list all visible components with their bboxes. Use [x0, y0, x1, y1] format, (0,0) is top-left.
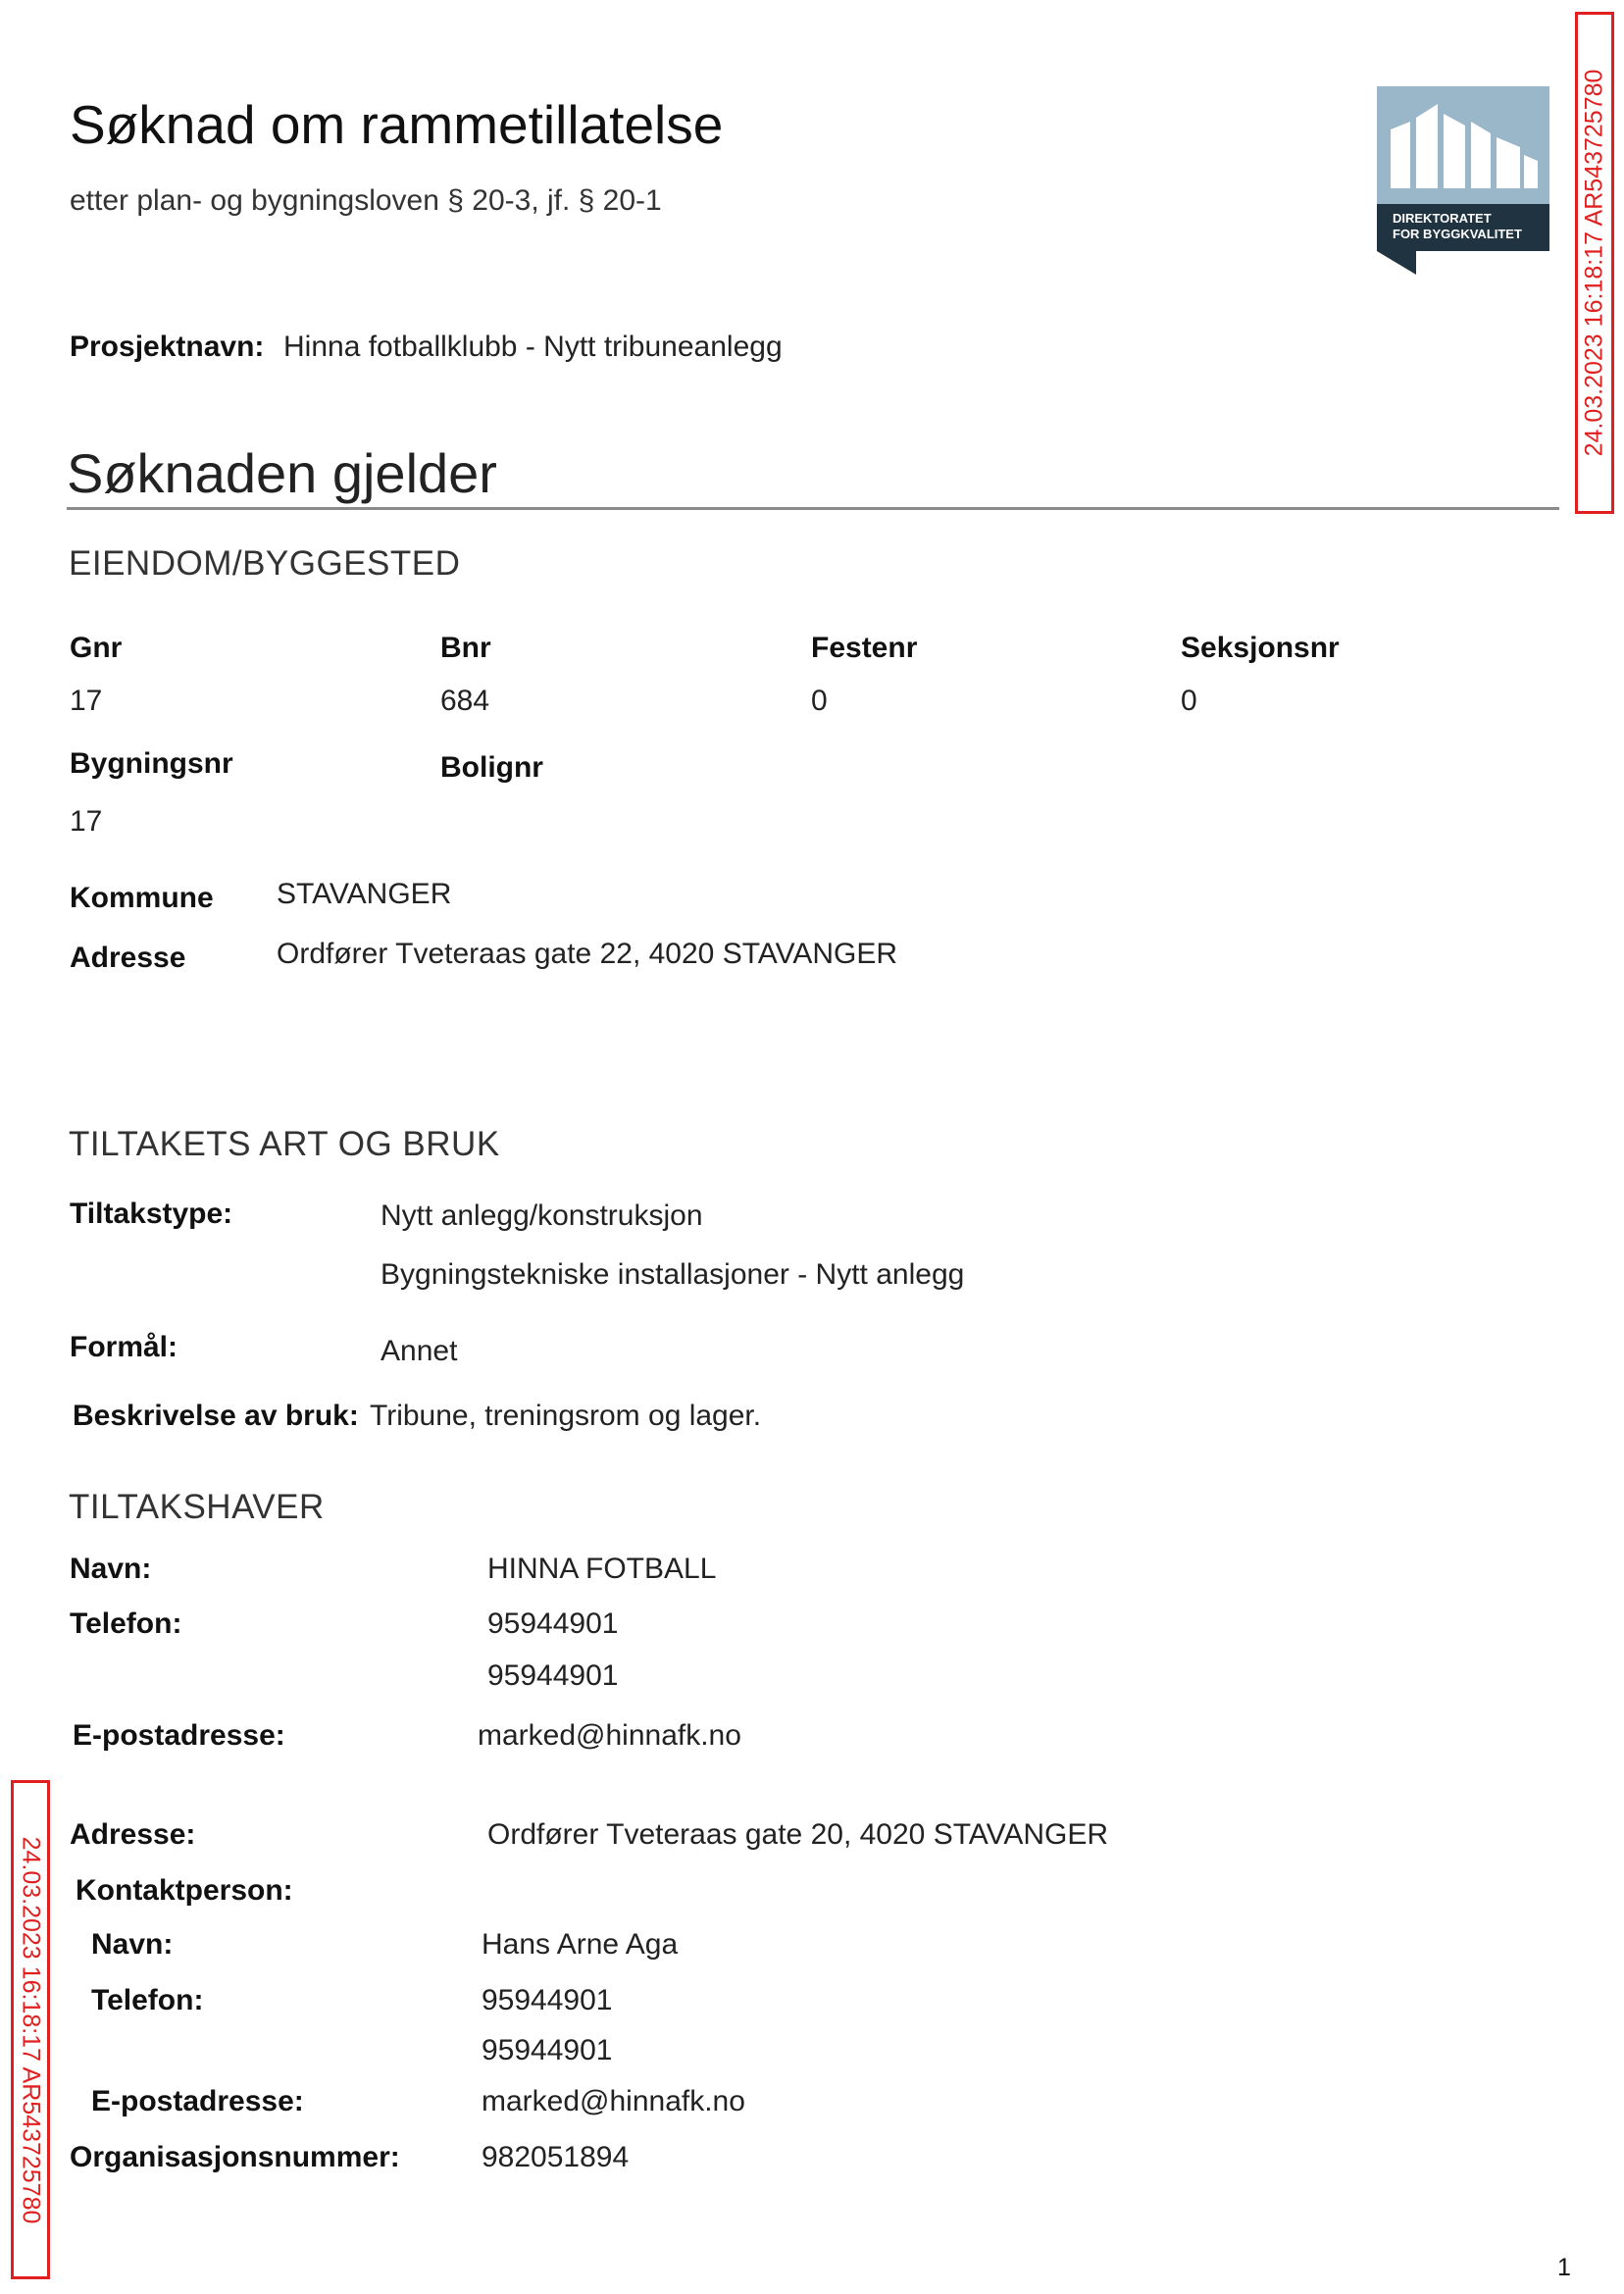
bruk-value: Tribune, treningsrom og lager.	[370, 1400, 762, 1432]
navn-label: Navn:	[70, 1553, 152, 1585]
project-value: Hinna fotballklubb - Nytt tribuneanlegg	[283, 331, 783, 363]
tiltakstype-value-1: Nytt anlegg/konstruksjon	[381, 1199, 703, 1232]
bolignr-label: Bolignr	[440, 751, 543, 784]
tiltakshaver-heading: TILTAKSHAVER	[69, 1488, 325, 1526]
kontakt-telefon-value-1: 95944901	[482, 1984, 613, 2016]
festenr-value: 0	[811, 685, 828, 717]
bnr-value: 684	[440, 685, 490, 717]
project-label: Prosjektnavn:	[70, 331, 265, 363]
seksjonsnr-value: 0	[1181, 685, 1197, 717]
seksjonsnr-label: Seksjonsnr	[1181, 632, 1340, 664]
bygningsnr-label: Bygningsnr	[70, 747, 233, 780]
kommune-label: Kommune	[70, 882, 214, 914]
eiendom-heading: EIENDOM/BYGGESTED	[69, 544, 461, 583]
th-adresse-value: Ordfører Tveteraas gate 20, 4020 STAVANGER	[487, 1818, 1109, 1851]
kontakt-telefon-label: Telefon:	[91, 1984, 204, 2016]
page-number: 1	[1557, 2254, 1571, 2281]
dibk-logo	[1377, 86, 1549, 275]
tiltakstype-value-2: Bygningstekniske installasjoner - Nytt anlegg	[381, 1258, 965, 1291]
formal-value: Annet	[381, 1335, 458, 1367]
bygningsnr-value: 17	[70, 805, 103, 838]
logo-line2: FOR BYGGKVALITET	[1393, 227, 1522, 241]
section-title: Søknaden gjelder	[67, 442, 497, 504]
document-subtitle: etter plan- og bygningsloven § 20-3, jf. § 20-1	[70, 184, 662, 217]
gnr-label: Gnr	[70, 632, 123, 664]
kontakt-navn-label: Navn:	[91, 1928, 174, 1961]
kontakt-epost-value: marked@hinnafk.no	[482, 2085, 745, 2117]
kontakt-navn-value: Hans Arne Aga	[482, 1928, 679, 1961]
telefon-value-2: 95944901	[487, 1659, 619, 1692]
th-adresse-label: Adresse:	[70, 1818, 196, 1851]
kontakt-telefon-value-2: 95944901	[482, 2034, 613, 2066]
orgnr-value: 982051894	[482, 2141, 630, 2173]
document-title: Søknad om rammetillatelse	[70, 94, 724, 155]
kommune-value: STAVANGER	[277, 878, 452, 910]
bnr-label: Bnr	[440, 632, 491, 664]
telefon-label: Telefon:	[70, 1607, 182, 1640]
kontaktperson-label: Kontaktperson:	[76, 1874, 293, 1907]
epost-value: marked@hinnafk.no	[478, 1719, 741, 1752]
receipt-stamp-text: 24.03.2023 16:18:17 AR543725780	[1580, 69, 1608, 457]
adresse-label: Adresse	[70, 942, 186, 974]
kontakt-epost-label: E-postadresse:	[91, 2085, 304, 2117]
epost-label: E-postadresse:	[73, 1719, 285, 1752]
section-divider	[67, 507, 1559, 510]
formal-label: Formål:	[70, 1331, 178, 1363]
festenr-label: Festenr	[811, 632, 918, 664]
gnr-value: 17	[70, 685, 103, 717]
logo-line1: DIREKTORATET	[1393, 211, 1492, 226]
orgnr-label: Organisasjonsnummer:	[70, 2141, 400, 2173]
navn-value: HINNA FOTBALL	[487, 1553, 717, 1585]
bruk-label: Beskrivelse av bruk:	[73, 1400, 359, 1432]
tiltak-heading: TILTAKETS ART OG BRUK	[69, 1125, 500, 1163]
adresse-value: Ordfører Tveteraas gate 22, 4020 STAVANGER	[277, 938, 898, 970]
receipt-stamp-right	[1575, 12, 1614, 514]
receipt-stamp-left	[11, 1780, 50, 2279]
receipt-stamp-text: 24.03.2023 16:18:17 AR543725780	[17, 1836, 45, 2223]
telefon-value-1: 95944901	[487, 1607, 619, 1640]
tiltakstype-label: Tiltakstype:	[70, 1198, 233, 1230]
